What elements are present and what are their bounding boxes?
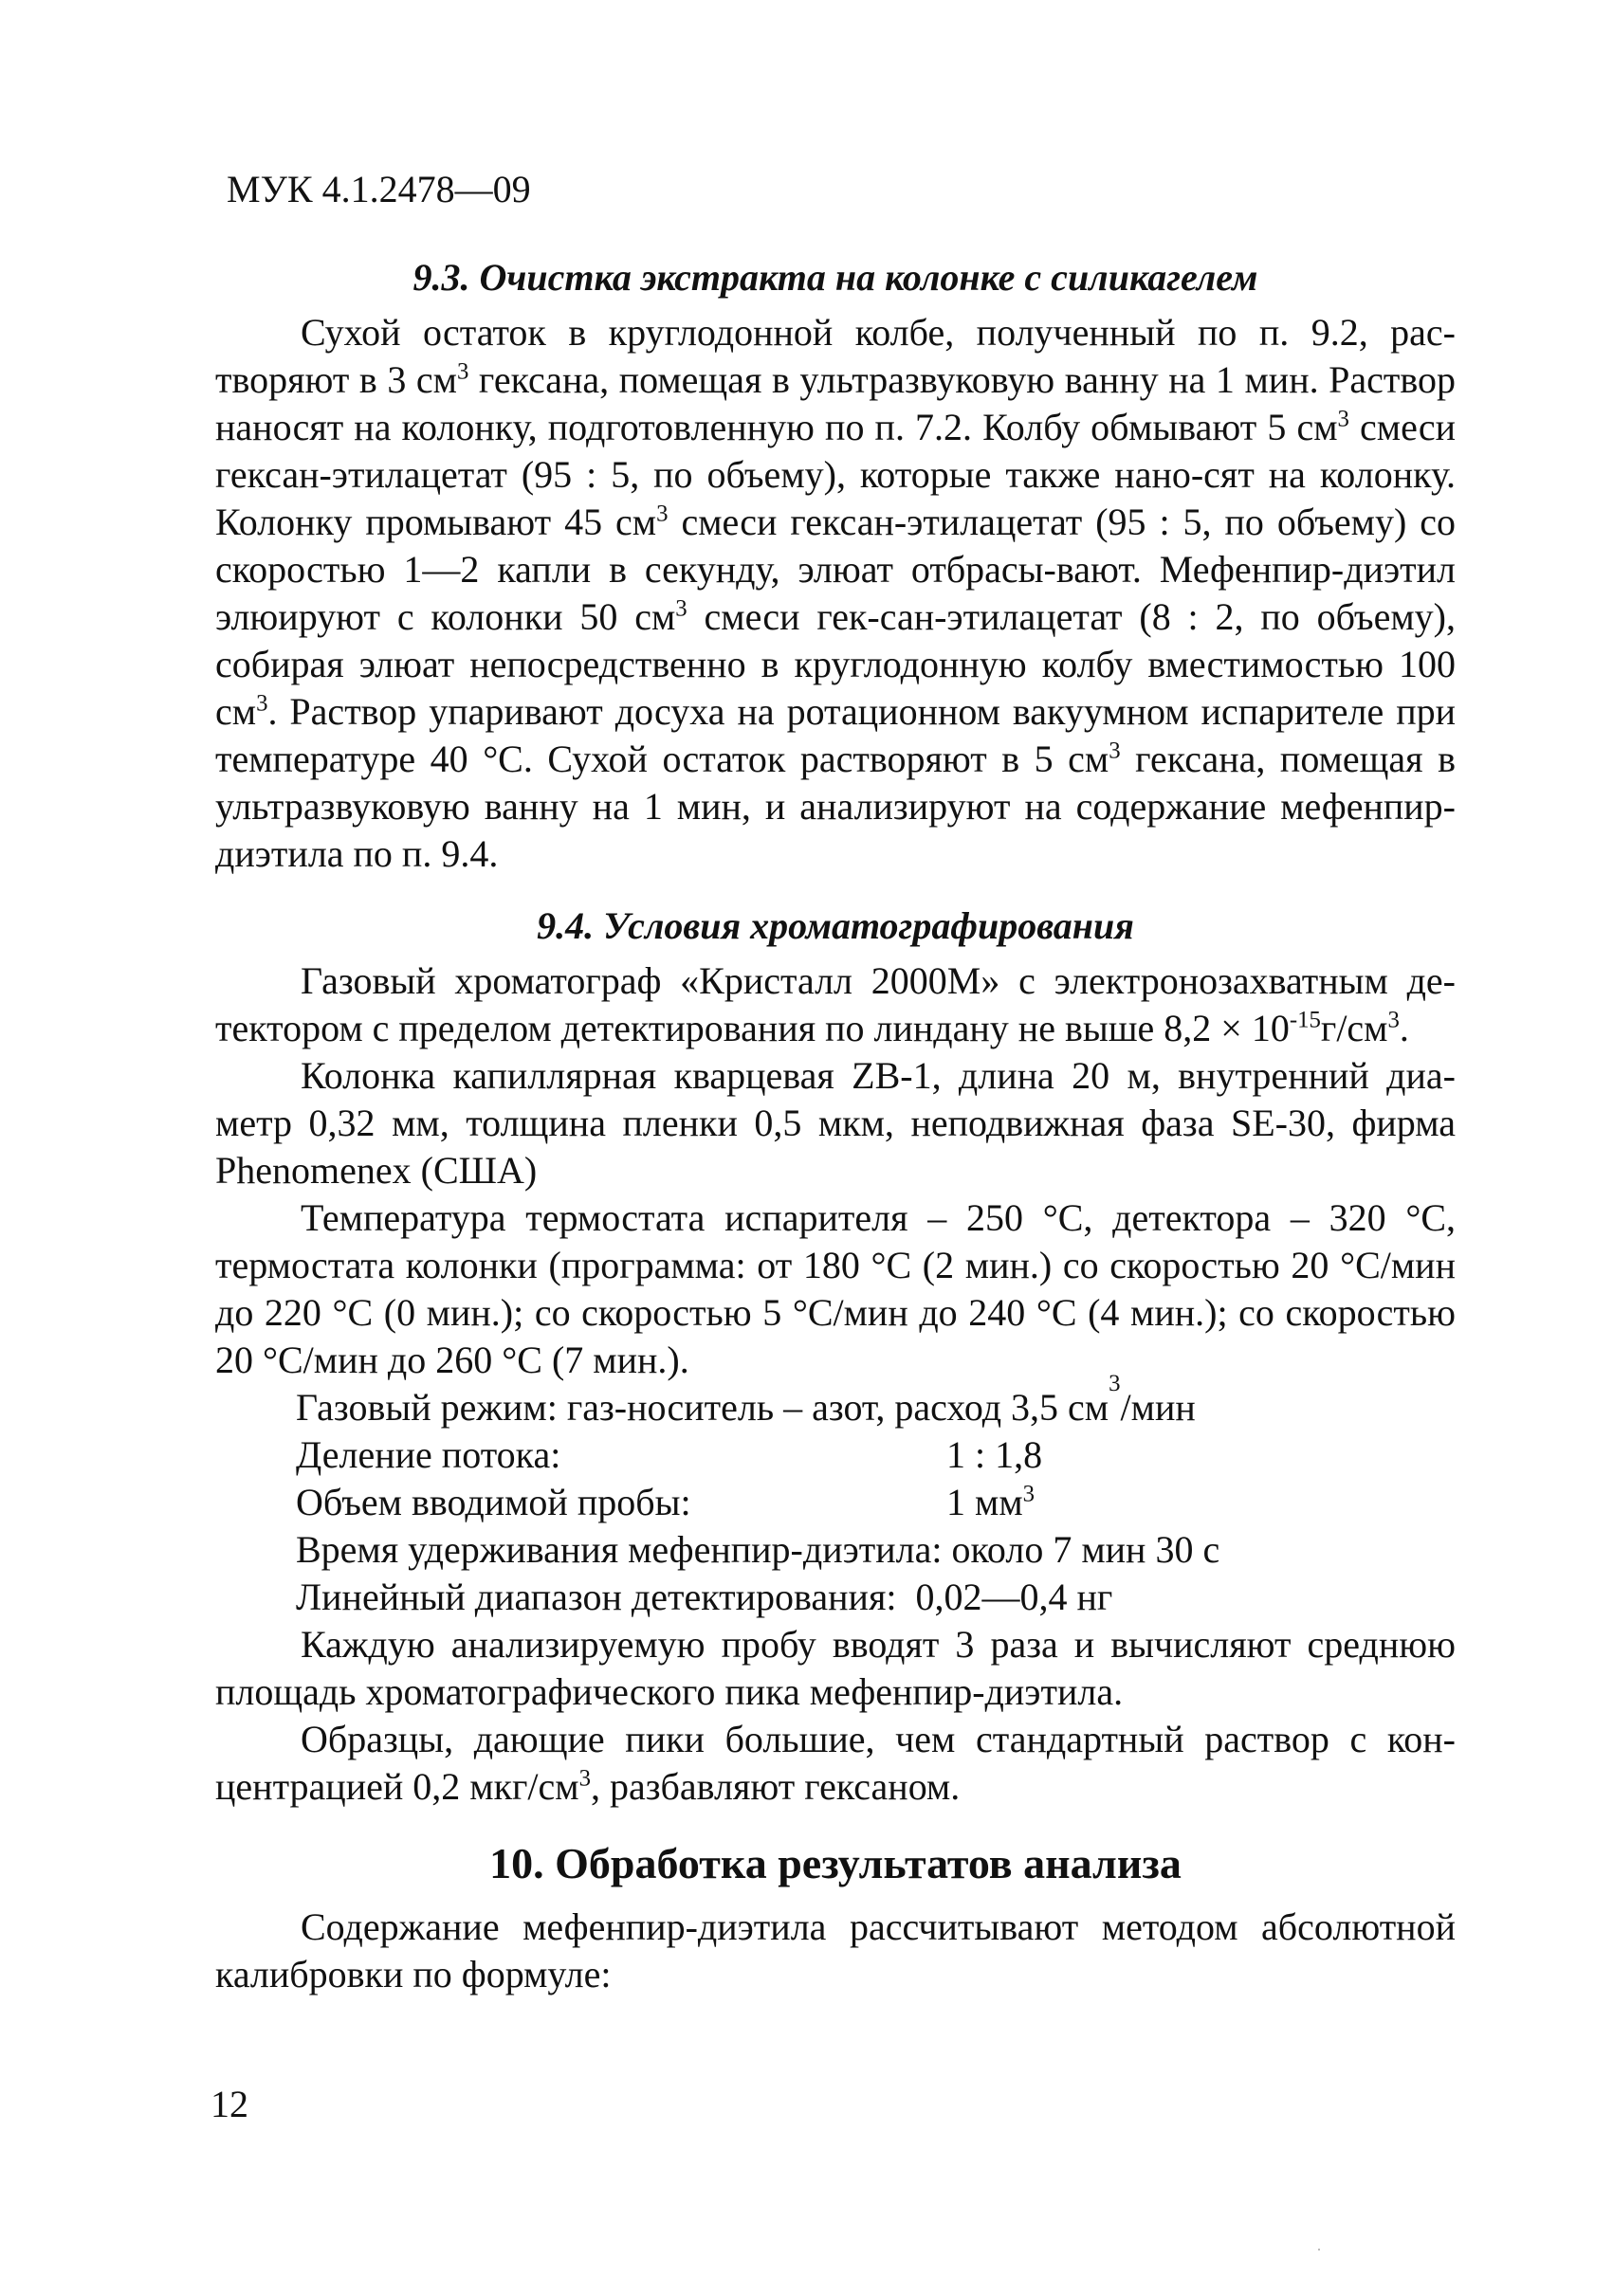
superscript: 3 xyxy=(675,595,687,622)
superscript: 3 xyxy=(578,1765,591,1792)
superscript: 3 xyxy=(1387,1007,1400,1033)
text-run: 1 мм xyxy=(946,1481,1023,1523)
section-9-4-paragraph-2: Колонка капиллярная кварцевая ZB-1, длина 20 м, внутренний диа-метр 0,32 мм, толщина пленки 0,5 мкм, неподвижная фаза SE-30, фирма Phenomenex (США) xyxy=(215,1054,1456,1192)
text-run: 0,02—0,4 нг xyxy=(915,1576,1113,1618)
section-9-4-title: 9.4. Условия хроматографирования xyxy=(537,904,1134,947)
superscript: -15 xyxy=(1289,1007,1321,1033)
text-run: /мин xyxy=(1120,1386,1196,1429)
linear-range-value xyxy=(896,1574,1112,1621)
text-run: смеси гексан-этилацетат (95 : 5, по объему), которые также нано-сят на колонку. Колонку промывают 45 см xyxy=(215,406,1456,543)
superscript: 3 xyxy=(256,690,268,717)
section-9-4-paragraph-1 xyxy=(215,957,1456,1052)
section-10-title: 10. Обработка результатов анализа xyxy=(489,1839,1182,1887)
text-run: . Раствор упаривают досуха на ротационном вакуумном испарителе при температуре 40 °С. Сухой остаток растворяют в 5 см xyxy=(215,690,1456,780)
spacer xyxy=(215,878,1456,902)
section-9-4-paragraph-4: Каждую анализируемую пробу вводят 3 раза и вычисляют среднюю площадь хроматографического пика мефенпир-диэтила. xyxy=(215,1623,1456,1713)
retention-time-line xyxy=(215,1526,1456,1574)
text-run: смеси гек-сан-этилацетат (8 : 2, по объему), собирая элюат непосредственно в круглодонную колбу вместимостью 100 см xyxy=(215,595,1456,733)
flow-split-value: 1 : 1,8 xyxy=(946,1433,1043,1476)
page-number: 12 xyxy=(211,2083,248,2125)
page-content xyxy=(215,254,1456,1998)
superscript: 3 xyxy=(1109,738,1121,764)
text-run: , разбавляют гексаном. xyxy=(591,1765,961,1808)
flow-split-label: Деление потока: xyxy=(296,1433,561,1476)
text-run: гексана, помещая в ультразвуковую ванну на 1 мин. Раствор наносят на колонку, подготовленную по п. 7.2. Колбу обмывают 5 см xyxy=(215,358,1457,448)
sample-volume-label: Объем вводимой пробы: xyxy=(296,1481,691,1523)
document-code: МУК 4.1.2478—09 xyxy=(227,168,531,210)
linear-range-label: Линейный диапазон детектирования: xyxy=(296,1576,897,1618)
sample-volume-value xyxy=(946,1479,1035,1526)
text-run: г/см xyxy=(1320,1007,1388,1049)
section-9-3-title: 9.3. Очистка экстракта на колонке с силикагелем xyxy=(412,256,1258,299)
text-run: Время удерживания мефенпир-диэтила: около 7 мин 30 с xyxy=(296,1528,1220,1571)
superscript: 3 xyxy=(1022,1481,1036,1507)
text-run: смеси гексан-этилацетат (95 : 5, по объему) со скоростью 1—2 капли в секунду, элюат отбрасы-вают. Мефенпир-диэтил элюируют с колонки 50 см xyxy=(215,501,1456,638)
text-run: гексана, помещая в ультразвуковую ванну на 1 мин, и анализируют на содержание мефенпир-диэтила по п. 9.4. xyxy=(215,738,1456,875)
linear-range-line xyxy=(215,1574,1456,1621)
section-9-4-paragraph-3: Температура термостата испарителя – 250 °С, детектора – 320 °С, термостата колонки (программа: от 180 °С (2 мин.) со скоростью 20 °С/мин до 220 °С (0 мин.); со скоростью 5 °С/мин до 240 °С (4 мин.); со скоростью 20 °С/мин до 260 °С (7 мин.). xyxy=(215,1196,1456,1381)
superscript: 3 xyxy=(1337,406,1349,432)
superscript: 3 xyxy=(456,358,469,385)
text-run: Сухой остаток в круглодонной колбе, полученный по п. 9.2, рас-творяют в 3 см xyxy=(215,311,1456,401)
section-9-4-paragraph-5 xyxy=(215,1716,1456,1811)
text-run: Газовый хроматограф «Кристалл 2000М» с электронозахватным де-тектором с пределом детектирования по линдану не выше 8,2 × 10 xyxy=(215,959,1456,1049)
gas-mode-line xyxy=(215,1371,1456,1431)
superscript: 3 xyxy=(1109,1371,1121,1396)
text-run: Образцы, дающие пики большие, чем стандартный раствор с кон-центрацией 0,2 мкг/см xyxy=(215,1718,1456,1808)
section-10-paragraph: Содержание мефенпир-диэтила рассчитывают методом абсолютной калибровки по формуле: xyxy=(215,1905,1456,1995)
sample-volume-line xyxy=(215,1479,1456,1526)
text-run: Газовый режим: газ-носитель – азот, расход 3,5 см xyxy=(296,1386,1109,1429)
superscript: 3 xyxy=(656,501,669,527)
flow-split-line xyxy=(215,1431,1456,1479)
scan-speck xyxy=(1318,2249,1320,2250)
section-9-3-paragraph xyxy=(215,309,1456,878)
text-run: . xyxy=(1399,1007,1409,1049)
